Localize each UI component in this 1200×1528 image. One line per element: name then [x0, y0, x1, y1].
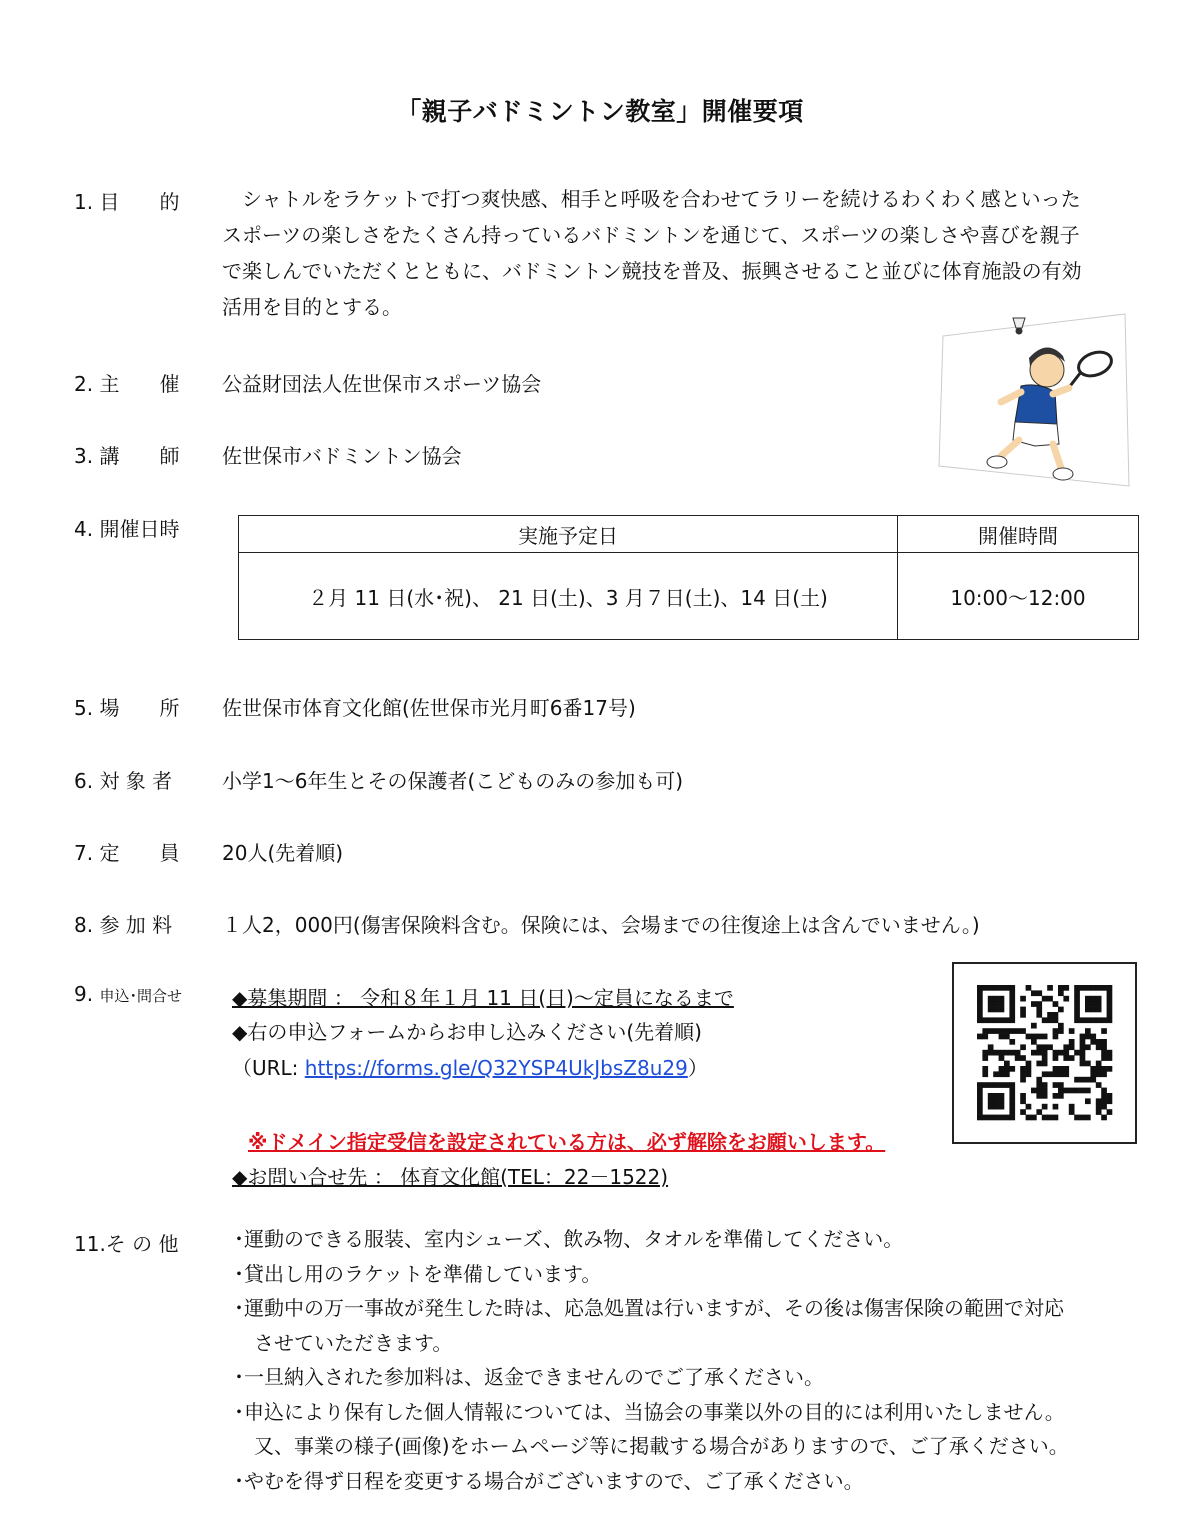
purpose-line: 活用を目的とする。 [222, 295, 402, 319]
apply-label-text: 申込･問合せ [99, 987, 182, 1005]
table-row [239, 553, 1139, 640]
schedule-label: 4. 開催日時 [74, 517, 180, 541]
target-value: 小学1～6年生とその保護者(こどものみの参加も可) [222, 769, 684, 793]
purpose-line: スポーツの楽しさをたくさん持っているバドミントンを通じて、スポーツの楽しさや喜びを親子 [222, 223, 1080, 247]
table-header-row [239, 516, 1139, 553]
list-item: ･やむを得ず日程を変更する場合がございますので、ご了承ください。 [234, 1468, 864, 1493]
page-title: 「親子バドミントン教室」開催要項 [396, 97, 804, 126]
apply-contact-row [232, 1161, 668, 1190]
badminton-player-illustration [935, 306, 1130, 502]
form-url-link[interactable]: https://forms.gle/Q32YSP4UkJbsZ8u29 [304, 1056, 688, 1080]
other-list [234, 1222, 1069, 1498]
contact-info: ◆お問い合せ先 ： 体育文化館(TEL：22－1522) [232, 1165, 669, 1189]
domain-warning: ※ドメイン指定受信を設定されている方は、必ず解除をお願いします。 [248, 1130, 886, 1154]
qr-code-icon [954, 964, 1135, 1142]
list-item: ･運動のできる服装、室内シューズ、飲み物、タオルを準備してください。 [234, 1227, 904, 1251]
apply-label [74, 982, 182, 1006]
url-suffix: ） [687, 1056, 708, 1080]
purpose-line: シャトルをラケットで打つ爽快感、相手と呼吸を合わせてラリーを続けるわくわく感といった [222, 187, 1081, 211]
list-item: ･申込により保有した個人情報については、当協会の事業以外の目的には利用いたしません。 [234, 1399, 1065, 1424]
host-label: 2. 主 催 [74, 372, 180, 396]
other-label: 11.そ の 他 [74, 1232, 179, 1256]
host-value: 公益財団法人佐世保市スポーツ協会 [222, 372, 542, 396]
purpose-label: 1. 目 的 [74, 190, 180, 214]
purpose-text [222, 181, 1137, 325]
url-prefix: （URL: [232, 1056, 305, 1080]
capacity-value: 20人(先着順) [222, 841, 344, 865]
fee-value: １人2，000円(傷害保険料含む。保険には、会場までの往復途上は含んでいません。) [222, 913, 980, 937]
apply-label-number: 9. [74, 982, 94, 1006]
schedule-table [238, 515, 1139, 640]
fee-label: 8. 参 加 料 [74, 913, 173, 937]
capacity-label: 7. 定 員 [74, 841, 180, 865]
table-header-time: 開催時間 [898, 516, 1139, 553]
apply-period: ◆募集期間 ： 令和８年１月 11 日(日)～定員になるまで [232, 986, 734, 1010]
qr-code[interactable] [952, 962, 1137, 1144]
target-label: 6. 対 象 者 [74, 769, 173, 793]
apply-url-line [232, 1052, 708, 1081]
purpose-line: で楽しんでいただくとともに、バドミントン競技を普及、振興させること並びに体育施設の有効 [222, 259, 1082, 283]
apply-warning-row [248, 1126, 885, 1155]
list-item: ･運動中の万一事故が発生した時は、応急処置は行いますが、その後は傷害保険の範囲で対応 [234, 1296, 1064, 1320]
list-item: させていただきます。 [234, 1330, 453, 1355]
schedule-dates: ２月 11 日(水･祝)、 21 日(土)、3 月７日(土)、14 日(土) [239, 553, 898, 640]
list-item: ･貸出し用のラケットを準備しています。 [234, 1261, 602, 1286]
table-header-dates: 実施予定日 [239, 516, 898, 553]
venue-value: 佐世保市体育文化館(佐世保市光月町6番17号) [222, 696, 636, 720]
venue-label: 5. 場 所 [74, 696, 180, 720]
list-item: ･一旦納入された参加料は、返金できませんのでご了承ください。 [234, 1365, 824, 1389]
instructor-label: 3. 講 師 [74, 444, 180, 468]
list-item: 又、事業の様子(画像)をホームページ等に掲載する場合がありますので、ご了承ください。 [234, 1434, 1069, 1458]
instructor-value: 佐世保市バドミントン協会 [222, 444, 462, 468]
apply-period-row [232, 982, 734, 1011]
schedule-time: 10:00～12:00 [898, 553, 1139, 640]
apply-form-line: ◆右の申込フォームからお申し込みください(先着順) [232, 1020, 702, 1044]
